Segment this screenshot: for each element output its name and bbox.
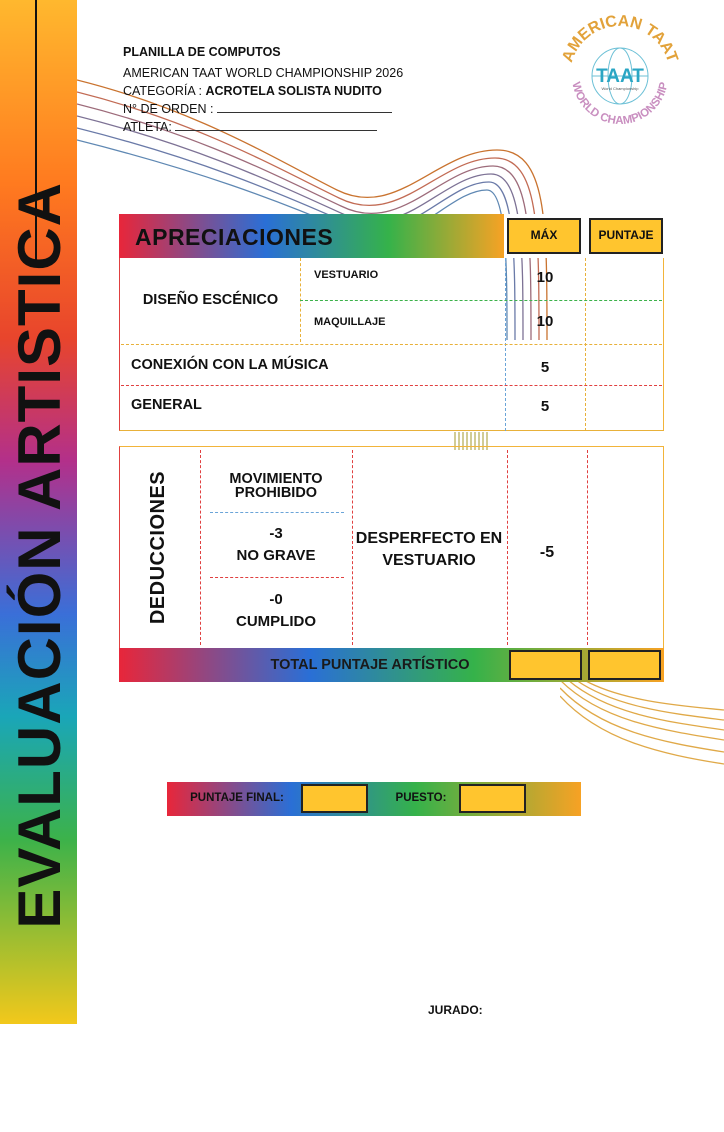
total-score-box[interactable] xyxy=(588,650,661,680)
form-title: PLANILLA DE COMPUTOS xyxy=(123,45,281,59)
music-connection-max: 5 xyxy=(540,359,550,377)
makeup-label: MAQUILLAJE xyxy=(314,315,386,328)
taat-logo xyxy=(554,10,686,142)
deductions-heading-wrap xyxy=(139,450,179,644)
jury-label: JURADO: xyxy=(428,1003,483,1017)
grid-line xyxy=(507,450,508,645)
total-max-box xyxy=(509,650,582,680)
music-connection-label: CONEXIÓN CON LA MÚSICA xyxy=(131,356,329,373)
grid-line xyxy=(210,577,344,578)
music-connection-score-input[interactable] xyxy=(587,346,661,384)
category-value: ACROTELA SOLISTA NUDITO xyxy=(205,84,382,98)
appreciations-heading: APRECIACIONES xyxy=(135,224,334,250)
svg-text:WORLD CHAMPIONSHIP: WORLD CHAMPIONSHIP xyxy=(569,80,671,128)
score-header: PUNTAJE xyxy=(598,228,654,243)
fulfilled-value: -0 xyxy=(269,591,283,609)
order-number-row xyxy=(123,102,392,116)
svg-text:TAAT: TAAT xyxy=(596,66,644,87)
athlete-row xyxy=(123,120,377,134)
fulfilled-label: CUMPLIDO xyxy=(236,613,316,631)
order-number-field[interactable] xyxy=(217,112,392,113)
costume-fault-value: -5 xyxy=(539,543,555,561)
costume-label: VESTUARIO xyxy=(314,268,379,281)
general-max: 5 xyxy=(540,398,550,416)
makeup-max: 10 xyxy=(536,313,554,331)
total-label: TOTAL PUNTAJE ARTÍSTICO xyxy=(270,656,470,673)
place-label: PUESTO: xyxy=(395,792,447,805)
grid-line xyxy=(210,512,344,513)
not-serious-label: NO GRAVE xyxy=(236,547,316,565)
svg-text:AMERICAN TAAT: AMERICAN TAAT xyxy=(559,12,681,65)
max-header: MÁX xyxy=(530,228,558,243)
not-serious-value: -3 xyxy=(269,525,283,543)
grid-line xyxy=(300,300,662,301)
athlete-field[interactable] xyxy=(175,130,377,131)
place-field[interactable] xyxy=(459,784,526,813)
svg-text:World Championship: World Championship xyxy=(601,86,639,91)
general-score-input[interactable] xyxy=(587,387,661,429)
decorative-waves-bottom xyxy=(560,680,724,780)
makeup-score-input[interactable] xyxy=(587,302,661,342)
vertical-title-text: EVALUACIÓN ARTISTICA xyxy=(5,182,73,929)
general-label: GENERAL xyxy=(131,396,202,413)
deductions-score-input[interactable] xyxy=(589,450,662,645)
deductions-heading: DEDUCCIONES xyxy=(147,470,170,624)
design-group-label: DISEÑO ESCÉNICO xyxy=(142,291,279,308)
final-score-field[interactable] xyxy=(301,784,368,813)
prohibited-move-label: MOVIMIENTO PROHIBIDO xyxy=(229,470,323,501)
category-row xyxy=(123,84,382,98)
order-number-label: N° DE ORDEN : xyxy=(123,102,214,116)
grid-line xyxy=(200,450,201,645)
grid-line xyxy=(352,450,353,645)
costume-max: 10 xyxy=(536,269,554,287)
athlete-label: ATLETA: xyxy=(123,120,172,134)
costume-fault-label: DESPERFECTO EN VESTUARIO xyxy=(355,529,503,569)
category-label: CATEGORÍA : xyxy=(123,84,202,98)
final-score-label: PUNTAJE FINAL: xyxy=(190,792,284,805)
event-name: AMERICAN TAAT WORLD CHAMPIONSHIP 2026 xyxy=(123,66,404,80)
grid-line xyxy=(121,344,662,345)
vertical-title xyxy=(0,182,79,1132)
costume-score-input[interactable] xyxy=(587,260,661,298)
grid-line xyxy=(587,450,588,645)
